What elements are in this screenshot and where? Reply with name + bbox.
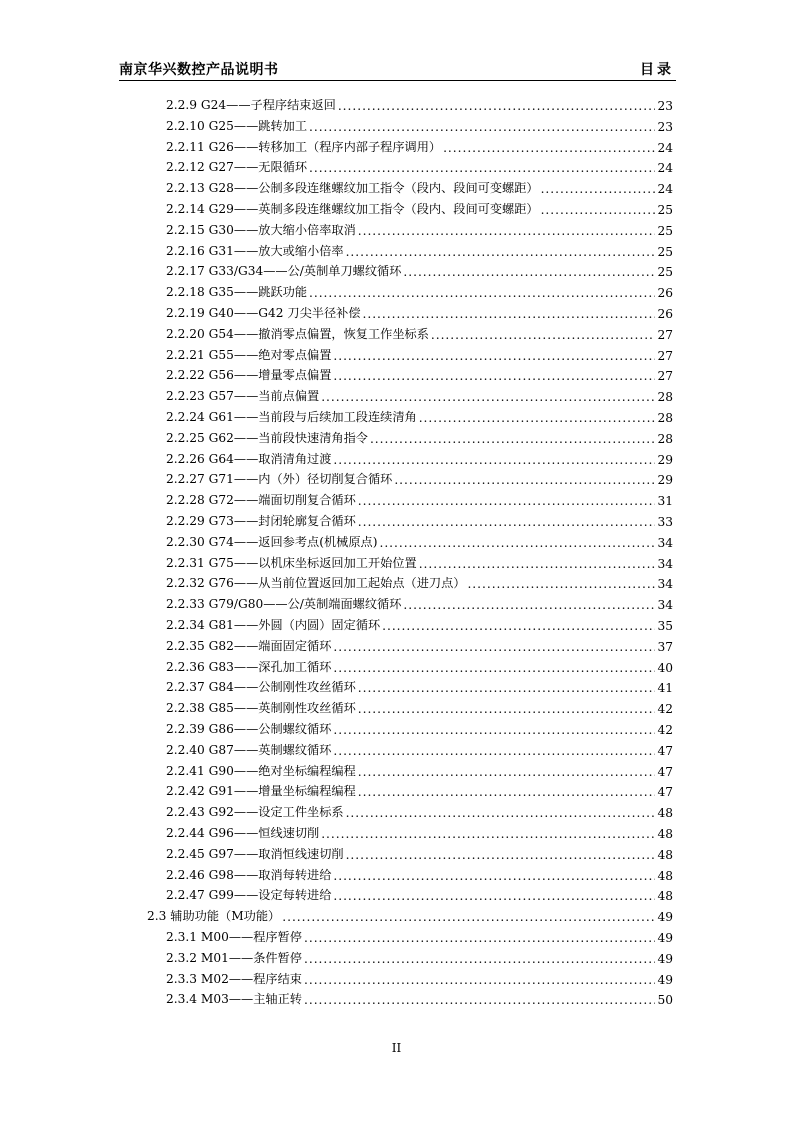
toc-entry-page: 42: [657, 702, 673, 717]
toc-entry[interactable]: [166, 322, 673, 342]
toc-dot-leader: [467, 577, 655, 591]
toc-entry[interactable]: [166, 114, 673, 134]
page-number: II: [391, 1041, 402, 1055]
toc-entry-title: 2.2.19 G40——G42 刀尖半径补偿: [166, 306, 361, 320]
toc-entry-page: 28: [657, 390, 673, 405]
toc-entry-title: 2.2.10 G25——跳转加工: [166, 118, 308, 133]
toc-entry-page: 26: [657, 286, 673, 301]
toc-entry-page: 24: [657, 182, 673, 197]
toc-dot-leader: [382, 619, 655, 633]
toc-entry-page: 35: [657, 619, 673, 633]
toc-entry-page: 49: [657, 972, 673, 987]
toc-entry-title: 2.2.13 G28——公制多段连继螺纹加工指令（段内、段间可变螺距）: [166, 181, 539, 196]
toc-dot-leader: [541, 203, 656, 217]
toc-dot-leader: [346, 806, 656, 820]
toc-dot-leader: [333, 869, 655, 883]
toc-entry-page: 47: [657, 743, 673, 758]
toc-dot-leader: [304, 931, 655, 945]
toc-entry[interactable]: [166, 155, 673, 175]
toc-dot-leader: [333, 723, 655, 737]
toc-entry-title: 2.2.17 G33/G34——公/英制单刀螺纹循环: [166, 264, 402, 279]
toc-entry-page: 49: [657, 951, 673, 966]
toc-entry-page: 48: [657, 847, 673, 862]
toc-entry[interactable]: [166, 779, 673, 799]
toc-entry[interactable]: [166, 967, 673, 987]
toc-entry-page: 48: [657, 806, 673, 821]
toc-entry-page: 23: [657, 99, 673, 113]
toc-entry-page: 25: [657, 223, 673, 238]
toc-entry-page: 41: [657, 681, 673, 696]
toc-entry[interactable]: [166, 509, 673, 529]
toc-dot-leader: [309, 286, 655, 300]
toc-entry-page: 49: [657, 931, 673, 945]
toc-entry-page: 25: [657, 244, 673, 259]
toc-dot-leader: [358, 224, 656, 238]
toc-dot-leader: [321, 390, 655, 404]
toc-dot-leader: [358, 765, 656, 779]
toc-dot-leader: [419, 411, 656, 425]
toc-entry[interactable]: [166, 946, 673, 966]
toc-dot-leader: [309, 161, 655, 175]
section-title: 目录: [640, 62, 674, 78]
toc-dot-leader: [304, 952, 655, 966]
toc-dot-leader: [431, 328, 656, 342]
toc-dot-leader: [333, 640, 655, 654]
toc-entry-page: 24: [657, 140, 673, 155]
toc-entry-title: 2.2.20 G54——撤消零点偏置，恢复工作坐标系: [166, 326, 429, 341]
toc-dot-leader: [443, 141, 655, 155]
toc-entry-page: 33: [657, 515, 673, 529]
toc-dot-leader: [338, 99, 656, 113]
toc-entry-title: 2.2.45 G97——取消恒线速切削: [166, 846, 344, 861]
toc-entry-title: 2.2.33 G79/G80——公/英制端面螺纹循环: [166, 597, 402, 612]
toc-entry-title: 2.2.22 G56——增量零点偏置: [166, 368, 332, 383]
toc-entry[interactable]: [166, 842, 673, 862]
toc-entry-title: 2.2.26 G64——取消清角过渡: [166, 451, 332, 466]
toc-entry[interactable]: [166, 696, 673, 716]
toc-entry-title: 2.2.14 G29——英制多段连继螺纹加工指令（段内、段间可变螺距）: [166, 202, 539, 216]
toc-entry-page: 34: [657, 535, 673, 550]
toc-entry[interactable]: [166, 592, 673, 612]
toc-entry-title: 2.2.40 G87——英制螺纹循环: [166, 742, 332, 757]
toc-entry[interactable]: [166, 343, 673, 363]
toc-dot-leader: [282, 910, 655, 924]
toc-entry[interactable]: [166, 717, 673, 737]
toc-entry-title: 2.2.28 G72——端面切削复合循环: [166, 493, 356, 508]
toc-entry-title: 2.2.31 G75——以机床坐标返回加工开始位置: [166, 555, 417, 570]
toc-entry[interactable]: [166, 987, 673, 1007]
toc-entry-title: 2.2.12 G27——无限循环: [166, 160, 308, 175]
toc-dot-leader: [346, 245, 656, 259]
toc-entry[interactable]: [166, 218, 673, 238]
toc-entry[interactable]: [166, 821, 673, 841]
toc-dot-leader: [403, 598, 655, 612]
toc-dot-leader: [358, 681, 656, 695]
toc-entry-title: 2.2.47 G99——设定每转进给: [166, 888, 332, 903]
toc-entry[interactable]: [166, 363, 673, 383]
toc-entry-title: 2.3.2 M01——条件暂停: [166, 950, 302, 965]
toc-entry-page: 34: [657, 577, 673, 592]
toc-entry-title: 2.2.27 G71——内（外）径切削复合循环: [166, 472, 393, 487]
toc-dot-leader: [333, 369, 655, 383]
toc-entry[interactable]: [166, 530, 673, 550]
toc-dot-leader: [394, 473, 655, 487]
toc-entry-title: 2.2.35 G82——端面固定循环: [166, 638, 332, 653]
toc-dot-leader: [333, 349, 655, 363]
toc-entry[interactable]: [166, 301, 673, 321]
toc-dot-leader: [333, 744, 655, 758]
toc-entry[interactable]: [166, 280, 673, 300]
toc-entry[interactable]: [166, 759, 673, 779]
toc-dot-leader: [333, 889, 655, 903]
toc-entry-title: 2.2.32 G76——从当前位置返回加工起始点（进刀点）: [166, 576, 466, 591]
toc-entry-page: 34: [657, 598, 673, 613]
toc-entry-page: 24: [657, 161, 673, 176]
toc-entry[interactable]: [166, 384, 673, 404]
toc-entry-page: 25: [657, 265, 673, 280]
toc-entry-page: 50: [657, 993, 673, 1008]
toc-dot-leader: [304, 973, 655, 987]
toc-dot-leader: [363, 307, 656, 321]
toc-entry-page: 48: [657, 868, 673, 883]
toc-dot-leader: [309, 120, 655, 134]
document-title: 南京华兴数控产品说明书: [119, 62, 279, 78]
toc-entry-title: 2.2.41 G90——绝对坐标编程编程: [166, 763, 356, 778]
toc-entry[interactable]: [166, 259, 673, 279]
toc-entry-page: 28: [657, 411, 673, 425]
toc-entry-title: 2.2.11 G26——转移加工（程序内部子程序调用）: [166, 139, 442, 154]
toc-entry-page: 48: [657, 889, 673, 904]
toc-dot-leader: [358, 785, 656, 799]
toc-entry[interactable]: [166, 447, 673, 467]
toc-entry-page: 47: [657, 764, 673, 779]
toc-entry[interactable]: [166, 925, 673, 945]
toc-dot-leader: [379, 536, 655, 550]
toc-entry-title: 2.2.29 G73——封闭轮廓复合循环: [166, 514, 356, 528]
toc-entry-page: 31: [657, 494, 673, 509]
toc-entry[interactable]: [166, 135, 673, 155]
toc-entry[interactable]: [166, 488, 673, 508]
toc-entry-title: 2.2.38 G85——英制刚性攻丝循环: [166, 701, 356, 716]
toc-entry-page: 28: [657, 431, 673, 446]
toc-entry[interactable]: [166, 800, 673, 820]
toc-dot-leader: [403, 265, 655, 279]
toc-dot-leader: [358, 494, 656, 508]
toc-entry[interactable]: [166, 634, 673, 654]
page-header: [119, 58, 676, 81]
toc-entry-page: 40: [657, 660, 673, 675]
toc-entry[interactable]: [166, 176, 673, 196]
toc-entry[interactable]: [166, 426, 673, 446]
toc-dot-leader: [333, 661, 655, 675]
toc-entry-title: 2.2.46 G98——取消每转进给: [166, 867, 332, 882]
toc-entry-title: 2.2.42 G91——增量坐标编程编程: [166, 784, 356, 799]
toc-dot-leader: [419, 557, 656, 571]
toc-entry-title: 2.2.30 G74——返回参考点(机械原点): [166, 534, 378, 549]
toc-entry-page: 49: [657, 910, 673, 925]
toc-section-entry[interactable]: [147, 904, 673, 924]
toc-entry[interactable]: [166, 93, 673, 113]
toc-entry[interactable]: [166, 863, 673, 883]
toc-entry-title: 2.2.16 G31——放大或缩小倍率: [166, 243, 344, 258]
toc-dot-leader: [321, 827, 655, 841]
toc-entry-title: 2.3.1 M00——程序暂停: [166, 930, 302, 944]
toc-entry-title: 2.2.39 G86——公制螺纹循环: [166, 722, 332, 736]
toc-entry[interactable]: [166, 738, 673, 758]
toc-entry[interactable]: [166, 675, 673, 695]
toc-entry[interactable]: [166, 239, 673, 259]
toc-entry[interactable]: [166, 571, 673, 591]
toc-entry-page: 48: [657, 827, 673, 841]
toc-entry-page: 29: [657, 452, 673, 467]
toc-entry-title: 2.2.18 G35——跳跃功能: [166, 285, 308, 300]
toc-entry-title: 2.2.25 G62——当前段快速清角指令: [166, 430, 368, 445]
toc-entry-page: 25: [657, 203, 673, 217]
toc-dot-leader: [358, 515, 656, 529]
toc-dot-leader: [370, 432, 656, 446]
toc-entry-page: 42: [657, 723, 673, 737]
toc-entry[interactable]: [166, 405, 673, 425]
toc-dot-leader: [358, 702, 656, 716]
toc-entry-page: 27: [657, 369, 673, 384]
toc-entry-title: 2.3 辅助功能（M功能）: [147, 909, 281, 924]
toc-entry-title: 2.3.4 M03——主轴正转: [166, 992, 302, 1007]
toc-entry-title: 2.2.9 G24——子程序结束返回: [166, 98, 336, 112]
toc-entry-page: 23: [657, 119, 673, 134]
toc-entry[interactable]: [166, 655, 673, 675]
toc-entry-title: 2.2.23 G57——当前点偏置: [166, 389, 320, 404]
toc-entry-page: 47: [657, 785, 673, 800]
toc-entry[interactable]: [166, 197, 673, 217]
toc-entry-page: 27: [657, 348, 673, 363]
toc-entry-title: 2.2.44 G96——恒线速切削: [166, 826, 320, 840]
toc-entry-title: 2.2.15 G30——放大缩小倍率取消: [166, 222, 356, 237]
toc-entry-page: 37: [657, 639, 673, 654]
toc-dot-leader: [541, 182, 656, 196]
toc-entry-page: 27: [657, 327, 673, 342]
toc-entry-title: 2.2.24 G61——当前段与后续加工段连续清角: [166, 410, 417, 424]
toc-entry-page: 26: [657, 307, 673, 321]
toc-dot-leader: [304, 993, 655, 1007]
toc-dot-leader: [333, 453, 655, 467]
toc-entry-title: 2.2.37 G84——公制刚性攻丝循环: [166, 680, 356, 695]
toc-entry[interactable]: [166, 883, 673, 903]
toc-entry-page: 34: [657, 556, 673, 571]
toc-entry-title: 2.2.43 G92——设定工件坐标系: [166, 805, 344, 820]
toc-entry-page: 29: [657, 473, 673, 488]
toc-entry-title: 2.2.21 G55——绝对零点偏置: [166, 347, 332, 362]
toc-dot-leader: [346, 848, 656, 862]
toc-entry-title: 2.3.3 M02——程序结束: [166, 971, 302, 986]
toc-entry-title: 2.2.34 G81——外圆（内圆）固定循环: [166, 618, 381, 632]
toc-entry[interactable]: [166, 613, 673, 633]
toc-entry[interactable]: [166, 467, 673, 487]
toc-entry[interactable]: [166, 551, 673, 571]
toc-entry-title: 2.2.36 G83——深孔加工循环: [166, 659, 332, 674]
